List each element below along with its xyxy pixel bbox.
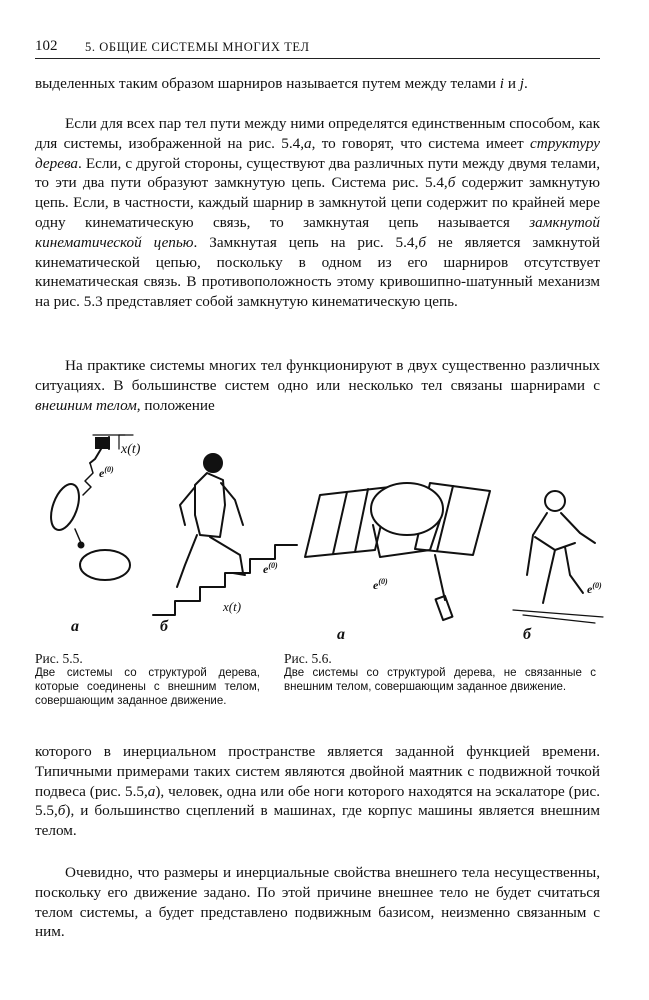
text-run: . Замкнутая цепь на рис. 5.4, [193, 233, 419, 251]
figure-5-5-caption [35, 652, 260, 708]
text-run: не является замкнутой кинематической цепью, поскольку в одном из его шарниров отсутствует кинематическая связь. В противоположность этому кривошипно-шатунный механизм на рис. 5.3 представляет собой замкнутую кинематическую цепь. [35, 233, 600, 311]
fig-5-6a-satellite [305, 483, 490, 620]
page-number: 102 [35, 38, 58, 54]
paragraph-1 [35, 74, 600, 94]
text-run: На практике системы многих тел функционируют в двух существенно различных ситуациях. В большинстве систем одно или несколько тел связаны шарнирами с [35, 357, 600, 394]
text-run: . Если, с другой стороны, существуют два различных пути между двумя телами, то эти два пути образуют замкнутую цепь. Система рис. 5.4, [35, 154, 600, 192]
label-e0: $e^{(0)}$ [587, 581, 602, 596]
label-e0: $e^{(0)}$ [263, 561, 278, 576]
label-e0: $e^{(0)}$ [99, 465, 114, 480]
italic-term: внешним телом [35, 396, 137, 414]
italic-ref: б [447, 174, 456, 192]
text-run: которого в инерциальном пространстве является заданной функцией времени. Типичными примерами таких систем являются двойной маятник с подвижной точкой подвеса (рис. 5.5, [35, 743, 600, 800]
caption-number: Рис. 5.5. [35, 651, 83, 666]
text-run: выделенных таким образом шарниров называется путем между телами [35, 75, 500, 92]
caption-number: Рис. 5.6. [284, 651, 332, 666]
caption-text: Две системы со структурой дерева, не связанные с внешним телом, совершающим заданное движение. [284, 667, 596, 693]
figures-area [35, 425, 605, 650]
text-run: ), и большинство сцеплений в машинах, где корпус машины является внешним телом. [35, 802, 600, 840]
caption-text: Две системы со структурой дерева, которые соединены с внешним телом, совершающим заданное движение. [35, 667, 260, 707]
label-e0: $e^{(0)}$ [373, 577, 388, 592]
fig-5-6-label-a: а [337, 626, 345, 643]
text-run: Очевидно, что размеры и инерциальные свойства внешнего тела несущественны, поскольку его движение задано. По этой причине внешнее тело не будет считаться телом системы, а будет представлено подвижным базисом, неизменно связанным с ним. [35, 864, 600, 941]
text-run: и [504, 75, 520, 92]
paragraph-5 [35, 863, 600, 942]
italic-ref: а [147, 782, 156, 800]
fig-5-6b-jumper [513, 491, 603, 623]
italic-var-j: j [519, 75, 524, 92]
running-title: 5. ОБЩИЕ СИСТЕМЫ МНОГИХ ТЕЛ [85, 40, 310, 54]
paragraph-4 [35, 742, 600, 841]
italic-ref: б [418, 233, 426, 251]
text-run: содержит замкнутую цепь. Если, в частности, каждый шарнир в замкнутой цепи содержит по крайней мере одну кинематическую связь, то замкнутая цепь называется [35, 174, 600, 231]
label-xt: x(t) [223, 599, 242, 614]
text-run: ), человек, одна или обе ноги которого находятся на эскалаторе (рис. 5.5, [35, 782, 601, 820]
paragraph-2 [35, 114, 600, 312]
fig-5-5-label-b: б [160, 618, 168, 635]
italic-term: структуру дерева [35, 134, 600, 172]
figures-drawing [35, 425, 605, 650]
label-xt: x(t) [121, 442, 141, 457]
italic-ref: б [57, 802, 66, 820]
paragraph-3 [35, 356, 600, 415]
italic-term: замкнутой кинематической цепью [35, 213, 600, 251]
text-run: . [524, 75, 528, 92]
italic-ref: а [304, 134, 312, 152]
fig-5-5b-escalator [153, 454, 297, 615]
text-run: , положение [136, 396, 215, 414]
text-run: Если для всех пар тел пути между ними определятся единственным способом, как для системы, изображенной на рис. 5.4, [35, 115, 600, 152]
fig-5-6-label-b: б [523, 626, 531, 643]
fig-5-5-label-a: а [71, 618, 79, 635]
running-header [35, 36, 600, 59]
italic-var-i: i [499, 75, 505, 92]
text-run: , то говорят, что система имеет [311, 134, 530, 152]
fig-5-5a-pendulum [46, 435, 133, 580]
figure-5-6-caption [284, 652, 596, 694]
